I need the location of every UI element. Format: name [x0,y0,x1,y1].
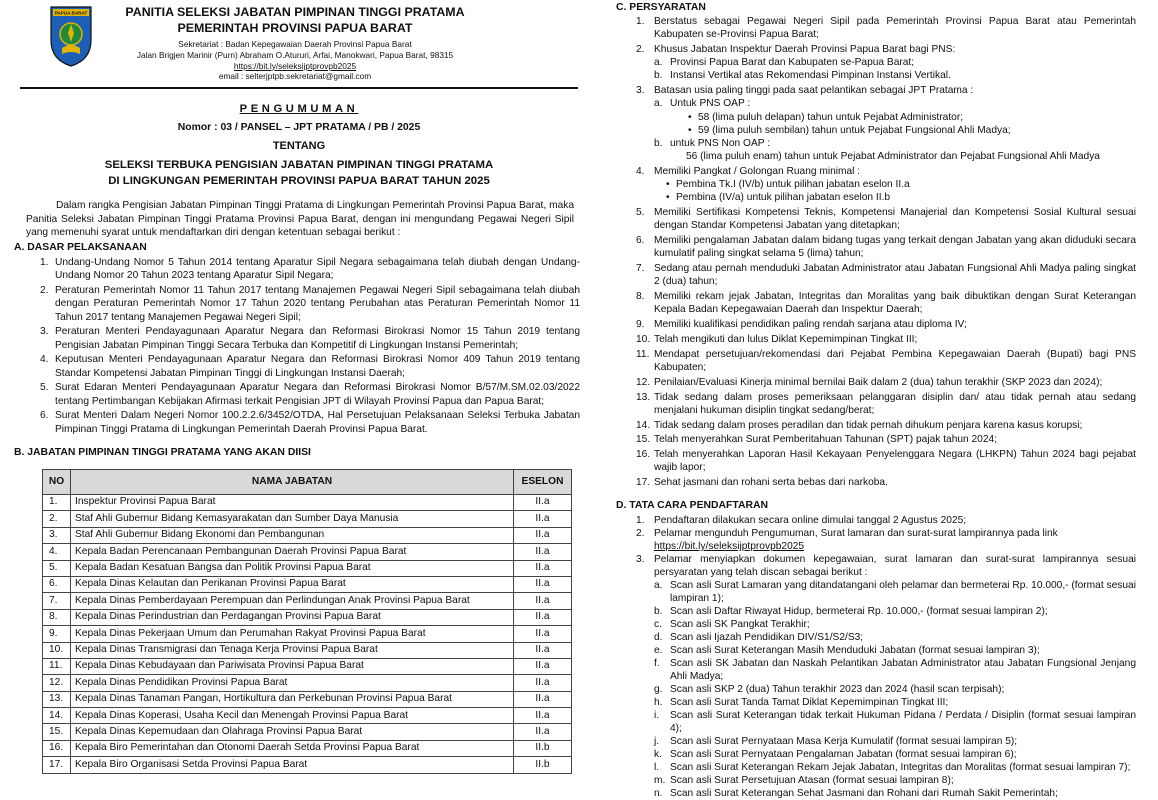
letterhead-secretariat: Sekretariat : Badan Kepegawaian Daerah Provinsi Papua Barat [178,39,412,49]
list-item: 5. Surat Edaran Menteri Pendayagunaan Aparatur Negara dan Reformasi Birokrasi Nomor B/57/M.SM.02.03/2022 tentang Pertimbangan Kebijakan Afirmasi terkait Pengisian JPT di Wilayah Provinsi Papua dan Papua Barat; [40,382,580,407]
table-row: 14. Kepala Dinas Koperasi, Usaha Kecil dan Menengah Provinsi Papua Barat II.a [43,708,572,724]
announcement-tentang: TENTANG [272,140,326,152]
list-item: 11. Mendapat persetujuan/rekomendasi dari Pejabat Pembina Kepegawaian Daerah (Bupati) bagi PNS Kabupaten; [636,348,1136,374]
papua-barat-logo [48,4,94,68]
list-item: 13. Tidak sedang dalam proses pemeriksaan pelanggaran disiplin dan/ atau tidak pernah atau sedang menjalani hukuman disiplin tingkat sedang/berat; [636,391,1136,416]
left-column [0,0,590,785]
announcement-subject-line2: DI LINGKUNGAN PEMERINTAH PROVINSI PAPUA BARAT TAHUN 2025 [108,175,490,187]
table-row: 11. Kepala Dinas Kebudayaan dan Pariwisata Provinsi Papua Barat II.a [43,658,572,674]
sub-list [654,56,1136,82]
scan-item: d. Scan asli Ijazah Pendidikan DIV/S1/S2/S3; [654,632,864,643]
table-row: 3. Staf Ahli Gubernur Bidang Ekonomi dan Pembangunan II.a [43,527,572,543]
list-item: 7. Sedang atau pernah menduduki Jabatan Administrator atau Jabatan Fungsional Ahli Madya paling singkat 2 (dua) tahun; [636,263,1136,288]
list-item: 9. Memiliki kualifikasi pendidikan paling rendah sarjana atau diploma IV; [636,319,967,331]
table-row: 5. Kepala Badan Kesatuan Bangsa dan Politik Provinsi Papua Barat II.a [43,560,572,576]
logo-text: PAPUA BARAT [54,10,88,16]
letterhead-link[interactable]: https://bit.ly/seleksijptprovpb2025 [233,60,357,71]
table-row: 8. Kepala Dinas Perindustrian dan Perdagangan Provinsi Papua Barat II.a [43,609,572,625]
list-item: 4. Memiliki Pangkat / Golongan Ruang minimal : • Pembina Tk.I (IV/b) untuk pilihan jabatan eselon II.a • Pembina (IV/a) untuk pilihan jabatan eselon II.b [636,165,1136,205]
list-item: 1. Pendaftaran dilakukan secara online dimulai tanggal 2 Agustus 2025; [636,515,967,526]
list-item: 10. Telah mengikuti dan lulus Diklat Kepemimpinan Tingkat III; [636,334,918,346]
column-header-name: NAMA JABATAN [71,470,514,495]
announcement-title: PENGUMUMAN [239,103,359,115]
bullet-list [666,178,1136,204]
scan-item: n. Scan asli Surat Keterangan Sehat Jasmani dan Rohani dari Rumah Sakit Pemerintah; [654,788,1058,799]
scan-item: k. Scan asli Surat Pernyataan Pengalaman Jabatan (format sesuai lampiran 6); [654,749,1017,760]
section-a-list [40,256,580,437]
section-d-heading: D. TATA CARA PENDAFTARAN [616,500,768,511]
table-row: 16. Kepala Biro Pemerintahan dan Otonomi Daerah Setda Provinsi Papua Barat II.b [43,740,572,756]
list-item: 3. Batasan usia paling tinggi pada saat pelantikan sebagai JPT Pratama : a. Untuk PNS OAP : • 58 (lima puluh delapan) tahun untuk Pejabat Administrator; • 59 (lima puluh sembilan) tahun untuk Pejabat Fungsional Ahli Madya; b. untuk PNS Non OAP : 56 (lima puluh enam) tahun untuk Pejabat Administrator dan Pejabat Fungsional Ahli Madya [636,84,1136,163]
letterhead-line2: PEMERINTAH PROVINSI PAPUA BARAT [177,21,413,35]
bullet-item: • Pembina (IV/a) untuk pilihan jabatan eselon II.b [666,191,1136,204]
bullet-list [688,111,1136,137]
table-row: 10. Kepala Dinas Transmigrasi dan Tenaga Kerja Provinsi Papua Barat II.a [43,642,572,658]
table-row: 12. Kepala Dinas Pendidikan Provinsi Papua Barat II.a [43,675,572,691]
scan-item: a. Scan asli Surat Lamaran yang ditandatangani oleh pelamar dan bermeterai Rp. 10.000,- (format sesuai lampiran 1); [654,580,1136,604]
scan-list [654,579,1136,800]
list-item: 17. Sehat jasmani dan rohani serta bebas dari narkoba. [636,477,888,489]
list-item: 2. Peraturan Pemerintah Nomor 11 Tahun 2017 tentang Manajemen Pegawai Negeri Sipil sebagaimana telah diubah dengan Peraturan Pemerintah Nomor 17 Tahun 2020 tentang Perubahan atas Peraturan Pemerintah Nomor 11 Tahun 2017 tentang Manajemen Pegawai Negeri Sipil; [40,285,580,323]
letterhead [100,5,490,82]
letterhead-line1: PANITIA SELEKSI JABATAN PIMPINAN TINGGI PRATAMA [125,5,465,19]
list-item: 8. Memiliki rekam jejak Jabatan, Integritas dan Moralitas yang baik dibuktikan dengan Surat Keterangan Kepala Badan Kepegawaian Daerah dan Inspektur Daerah; [636,291,1136,316]
list-item: 1. Berstatus sebagai Pegawai Negeri Sipil pada Pemerintah Provinsi Papua Barat atau Pemerintah Kabupaten se-Provinsi Papua Barat; [636,16,1136,41]
column-header-eselon: ESELON [514,470,572,495]
scan-item: f. Scan asli SK Jabatan dan Naskah Pelantikan Jabatan Administrator atau Jabatan Fungsional Jenjang Ahli Madya; [654,658,1136,682]
table-row: 4. Kepala Badan Perencanaan Pembangunan Daerah Provinsi Papua Barat II.a [43,544,572,560]
sub-item: a. Untuk PNS OAP : • 58 (lima puluh delapan) tahun untuk Pejabat Administrator; • 59 (lima puluh sembilan) tahun untuk Pejabat Fungsional Ahli Madya; [654,97,1136,137]
list-item: 2. Pelamar mengunduh Pengumuman, Surat lamaran dan surat-surat lampirannya pada link https://bit.ly/seleksijptprovpb2025 [636,528,1058,552]
sub-item: a. Provinsi Papua Barat dan Kabupaten se-Papua Barat; [654,57,915,69]
section-c-list [636,15,1136,491]
scan-item: i. Scan asli Surat Keterangan tidak terkait Hukuman Pidana / Perdata / Disiplin (format sesuai lampiran 4); [654,710,1136,734]
section-d-list [636,514,1136,800]
announcement-subject-line1: SELEKSI TERBUKA PENGISIAN JABATAN PIMPINAN TINGGI PRATAMA [104,159,494,171]
table-row: 17. Kepala Biro Organisasi Setda Provinsi Papua Barat II.b [43,757,572,773]
list-item: 6. Memiliki pengalaman Jabatan dalam bidang tugas yang terkait dengan Jabatan yang akan diduduki secara kumulatif paling singkat selama 5 (lima) tahun; [636,235,1136,260]
announcement-number: Nomor : 03 / PANSEL – JPT PRATAMA / PB / 2025 [177,122,421,133]
positions-table [42,469,572,774]
bullet-item: • 58 (lima puluh delapan) tahun untuk Pejabat Administrator; [688,111,1136,124]
list-item: 12. Penilaian/Evaluasi Kinerja minimal bernilai Baik dalam 2 (dua) tahun terakhir (SKP 2023 dan 2024); [636,376,1103,388]
letterhead-address: Jalan Brigjen Marinir (Purn) Abraham O.Atururi, Arfai, Manokwari, Papua Barat, 98315 [136,49,454,60]
section-b-heading: B. JABATAN PIMPINAN TINGGI PRATAMA YANG AKAN DIISI [14,447,311,458]
sub-item: b. untuk PNS Non OAP : 56 (lima puluh enam) tahun untuk Pejabat Administrator dan Pejabat Fungsional Ahli Madya [654,137,1136,163]
sub-item-text: 56 (lima puluh enam) tahun untuk Pejabat Administrator dan Pejabat Fungsional Ahli Madya [686,151,1100,163]
scan-item: j. Scan asli Surat Pernyataan Masa Kerja Kumulatif (format sesuai lampiran 5); [654,736,1018,747]
scan-item: m. Scan asli Surat Persetujuan Atasan (format sesuai lampiran 8); [654,775,954,786]
table-header-row [43,470,572,495]
scan-item: g. Scan asli SKP 2 (dua) Tahun terakhir 2023 dan 2024 (hasil scan terpisah); [654,684,1005,695]
list-item: 5. Memiliki Sertifikasi Kompetensi Teknis, Kompetensi Manajerial dan Kompetensi Sosial Kultural sesuai dengan Standar Kompetensi Jabatan yang ditetapkan; [636,207,1136,232]
letterhead-divider [20,87,578,89]
scan-item: h. Scan asli Surat Tanda Tamat Diklat Kepemimpinan Tingkat III; [654,697,949,708]
table-row: 6. Kepala Dinas Kelautan dan Perikanan Provinsi Papua Barat II.a [43,576,572,592]
registration-link[interactable]: https://bit.ly/seleksijptprovpb2025 [654,541,805,552]
table-row: 2. Staf Ahli Gubernur Bidang Kemasyarakatan dan Sumber Daya Manusia II.a [43,511,572,527]
list-item: 6. Surat Menteri Dalam Negeri Nomor 100.2.2.6/3452/OTDA, Hal Persetujuan Pelaksanaan Seleksi Terbuka Jabatan Pimpinan Tinggi Pratama di Lingkungan Pemerintah Daerah Provinsi Papua Barat. [40,410,580,435]
sub-list [654,97,1136,163]
list-item: 15. Telah menyerahkan Surat Pemberitahuan Tahunan (SPT) pajak tahun 2024; [636,434,998,446]
sub-item: b. Instansi Vertikal atas Rekomendasi Pimpinan Instansi Vertikal. [654,70,951,82]
section-a-heading: A. DASAR PELAKSANAAN [14,242,147,253]
table-row: 7. Kepala Dinas Pemberdayaan Perempuan dan Perlindungan Anak Provinsi Papua Barat II.a [43,593,572,609]
bullet-item: • 59 (lima puluh sembilan) tahun untuk Pejabat Fungsional Ahli Madya; [688,124,1136,137]
list-item: 4. Keputusan Menteri Pendayagunaan Aparatur Negara dan Reformasi Birokrasi Nomor 409 Tahun 2019 tentang Standar Kompetensi Jabatan Pimpinan Tinggi di Lingkungan Instansi Daerah; [40,354,580,379]
right-column [598,0,1158,799]
list-item: 16. Telah menyerahkan Laporan Hasil Kekayaan Penyelenggara Negara (LHKPN) Tahun 2024 bagi pejabat wajib lapor; [636,449,1136,474]
table-row: 15. Kepala Dinas Kepemudaan dan Olahraga Provinsi Papua Barat II.a [43,724,572,740]
table-row: 1. Inspektur Provinsi Papua Barat II.a [43,495,572,511]
list-item: 3. Pelamar menyiapkan dokumen kepegawaian, surat lamaran dan surat-surat lampirannya sesuai persyaratan yang telah discan sebagai berikut : a. Scan asli Surat Lamaran yang ditandatangani oleh pelamar dan bermeterai Rp. 10.000,- (format sesuai lampiran 1); b. Scan asli Daftar Riwayat Hidup, bermeterai Rp. 10.000,- (format sesuai lampiran 2); c. Scan asli SK Pangkat Terakhir; d. Scan asli Ijazah Pendidikan DIV/S1/S2/S3; e. Scan asli Surat Keterangan Masih Menduduki Jabatan (format sesuai lampiran 3); f. Scan asli SK Jabatan dan Naskah Pelantikan Jabatan Administrator atau Jabatan Fungsional Jenjang Ahli Madya; g. Scan asli SKP 2 (dua) Tahun terakhir 2023 dan 2024 (hasil scan terpisah); h. Scan asli Surat Tanda Tamat Diklat Kepemimpinan Tingkat III; i. Scan asli Surat Keterangan tidak terkait Hukuman Pidana / Perdata / Disiplin (format sesuai lampiran 4); j. Scan asli Surat Pernyataan Masa Kerja Kumulatif (format sesuai lampiran 5); k. Scan asli Surat Pernyataan Pengalaman Jabatan (format sesuai lampiran 6); l. Scan asli Surat Keterangan Rekam Jejak Jabatan, Integritas dan Moralitas (format sesuai lampiran 7); m. Scan asli Surat Persetujuan Atasan (format sesuai lampiran 8); n. Scan asli Surat Keterangan Sehat Jasmani dan Rohani dari Rumah Sakit Pemerintah; [636,554,1136,799]
section-c-heading: C. PERSYARATAN [616,2,706,13]
scan-item: c. Scan asli SK Pangkat Terakhir; [654,619,810,630]
list-item: 2. Khusus Jabatan Inspektur Daerah Provinsi Papua Barat bagi PNS: a. Provinsi Papua Barat dan Kabupaten se-Papua Barat; b. Instansi Vertikal atas Rekomendasi Pimpinan Instansi Vertikal. [636,43,1136,83]
table-row: 9. Kepala Dinas Pekerjaan Umum dan Perumahan Rakyat Provinsi Papua Barat II.a [43,626,572,642]
scan-item: e. Scan asli Surat Keterangan Masih Menduduki Jabatan (format sesuai lampiran 3); [654,645,1040,656]
bullet-item: • Pembina Tk.I (IV/b) untuk pilihan jabatan eselon II.a [666,178,1136,191]
list-item: 3. Peraturan Menteri Pendayagunaan Aparatur Negara dan Reformasi Birokrasi Nomor 15 Tahun 2019 tentang Pengisian Jabatan Pimpinan Tinggi Secara Terbuka dan Kompetitif di Lingkungan Instansi Pemerintah; [40,326,580,351]
intro-paragraph: Dalam rangka Pengisian Jabatan Pimpinan Tinggi Pratama di Lingkungan Pemerintah Provinsi Papua Barat, maka Panitia Seleksi Jabatan Pimpinan Tinggi Pratama Provinsi Papua Barat, dengan ini mengundang Pegawai Negeri Sipil yang memenuhi syarat untuk mendaftarkan diri dengan ketentuan sebagai berikut : [26,200,574,239]
letterhead-email: email : selterjptpb.sekretariat@gmail.com [218,71,372,82]
scan-item: l. Scan asli Surat Keterangan Rekam Jejak Jabatan, Integritas dan Moralitas (format sesuai lampiran 7); [654,762,1131,773]
scan-item: b. Scan asli Daftar Riwayat Hidup, bermeterai Rp. 10.000,- (format sesuai lampiran 2); [654,606,1048,617]
column-header-no: NO [43,470,71,495]
list-item: 14. Tidak sedang dalam proses peradilan dan tidak pernah dihukum penjara karena kasus korupsi; [636,419,1083,431]
list-item: 1. Undang-Undang Nomor 5 Tahun 2014 tentang Aparatur Sipil Negara sebagaimana telah diubah dengan Undang-Undang Nomor 20 Tahun 2023 tentang Aparatur Sipil Negara; [40,257,580,282]
table-row: 13. Kepala Dinas Tanaman Pangan, Hortikultura dan Perkebunan Provinsi Papua Barat II.a [43,691,572,707]
